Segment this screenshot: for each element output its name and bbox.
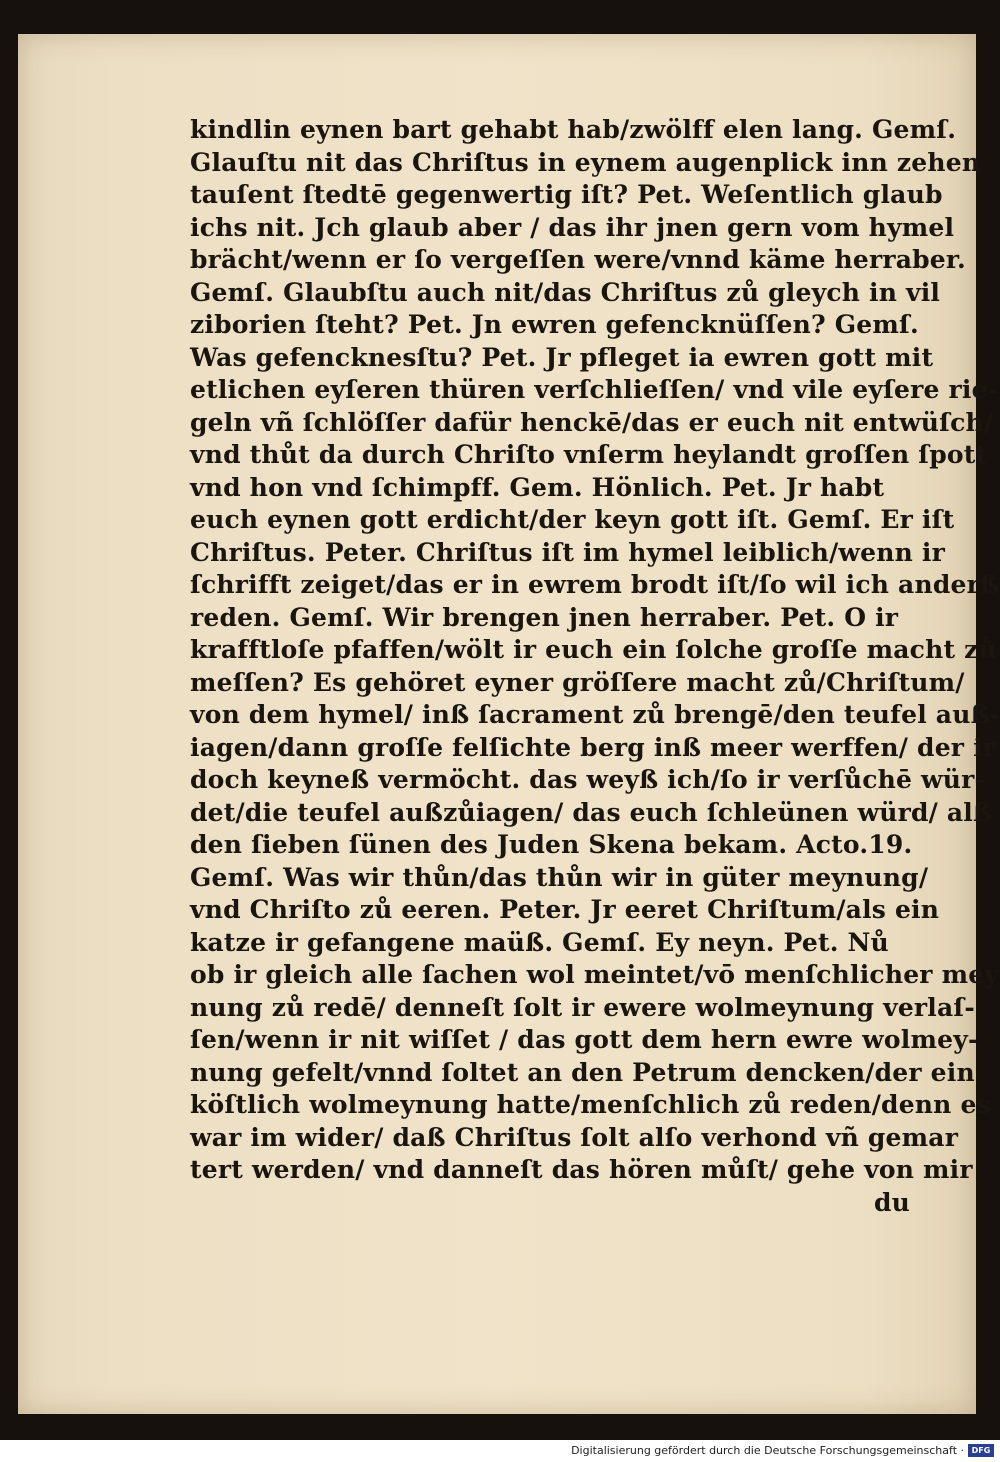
footer-bar — [0, 1440, 1000, 1462]
text-line: tauſent ſtedtē gegenwertig iſt? Pet. Weſentlich glaub — [190, 180, 943, 209]
text-line: vnd Chriſto zů eeren. Peter. Jr eeret Chriſtum/als ein — [190, 895, 940, 924]
text-line: den ſieben ſünen des Juden Skena bekam. Acto.19. — [190, 830, 913, 859]
paper-page — [18, 34, 1000, 1414]
text-line: Gemſ. Was wir thůn/das thůn wir in güter meynung/ — [190, 862, 929, 892]
text-line: köſtlich wolmeynung hatte/menſchlich zů reden/denn es — [190, 1090, 991, 1119]
text-line: det/die teufel außzůiagen/ das euch ſchleünen würd/ alß — [190, 797, 993, 827]
text-line: war im wider/ daß Chriſtus ſolt alſo verhond vñ gemar — [190, 1122, 959, 1152]
text-line: reden. Gemſ. Wir brengen jnen herraber. Pet. O ir — [190, 602, 899, 632]
text-line: nung zů redē/ denneſt ſolt ir ewere wolmeynung verlaſ- — [190, 992, 975, 1022]
text-line: ſen/wenn ir nit wiſſet / das gott dem hern ewre wolmey- — [190, 1025, 979, 1054]
text-line: vnd hon vnd ſchimpff. Gem. Hönlich. Pet. Jr habt — [190, 472, 885, 502]
digitization-credit: Digitalisierung gefördert durch die Deutsche Forschungsgemeinschaft · — [571, 1444, 964, 1457]
text-line: euch eynen gott erdicht/der keyn gott iſt. Gemſ. Er iſt — [190, 505, 955, 534]
text-line: tert werden/ vnd danneſt das hören můſt/ gehe von mir — [190, 1155, 973, 1184]
text-line: vnd thůt da durch Chriſto vnſerm heylandt groſſen ſpott — [190, 440, 988, 469]
catchword: du — [873, 1187, 910, 1217]
text-line: von dem hymel/ inß ſacrament zů brengē/den teufel auß- — [190, 700, 1000, 729]
text-line: iagen/dann groſſe felſichte berg inß meer werffen/ der ir — [190, 732, 997, 762]
text-line: Was gefencknesſtu? Pet. Jr pfleget ia ewren gott mit — [190, 342, 934, 372]
text-line: doch keyneß vermöcht. das weyß ich/ſo ir verſůchē wür- — [190, 765, 986, 794]
text-line: ichs nit. Jch glaub aber / das ihr jnen gern vom hymel — [190, 212, 955, 242]
text-line: meſſen? Es gehöret eyner gröſſere macht zů/Chriſtum/ — [190, 667, 965, 697]
text-line: ſchrifft zeiget/das er in ewrem brodt iſt/ſo wil ich anderß — [190, 570, 1000, 599]
text-block — [190, 114, 1000, 1219]
text-line: brächt/wenn er ſo vergeſſen were/vnnd käme herraber. — [190, 245, 966, 274]
text-line: kindlin eynen bart gehabt hab/zwölff elen lang. Gemſ. — [190, 115, 957, 144]
text-line: ziborien ſteht? Pet. Jn ewren gefencknüſſen? Gemſ. — [190, 310, 919, 339]
text-line: katze ir gefangene maüß. Gemſ. Ey neyn. Pet. Nů — [190, 927, 889, 957]
text-line: nung gefelt/vnnd ſoltet an den Petrum dencken/der ein — [190, 1057, 975, 1087]
text-line: krafftloſe pfaffen/wölt ir euch ein ſolche groſſe macht zů — [190, 635, 997, 664]
text-line: etlichen eyſeren thüren verſchlieſſen/ vnd vile eyſere rie- — [190, 375, 999, 404]
dfg-logo: DFG — [968, 1444, 994, 1457]
text-line: ob ir gleich alle ſachen wol meintet/vō menſchlicher mey — [190, 960, 1000, 989]
text-line: Chriſtus. Peter. Chriſtus iſt im hymel leiblich/wenn ir — [190, 537, 945, 567]
text-line: Gemſ. Glaubſtu auch nit/das Chriſtus zů gleych in vil — [190, 277, 941, 307]
text-line: Glauſtu nit das Chriſtus in eynem augenplick inn zehen — [190, 147, 981, 177]
text-line: geln vñ ſchlöſſer dafür henckē/das er euch nit entwüſch/ — [190, 407, 994, 437]
